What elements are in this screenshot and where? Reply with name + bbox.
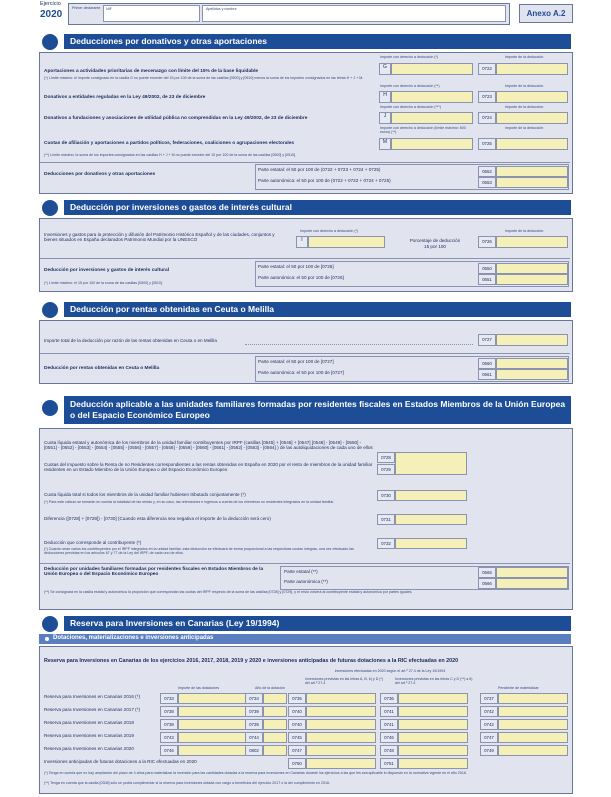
ric-input[interactable] <box>306 758 376 769</box>
ric-input[interactable] <box>306 719 376 730</box>
s3-text: Importe total de la deducción por razón de las rentas obtenidas en Ceuta o en Melilla <box>44 338 217 343</box>
section-title-ue: Deducción aplicable a las unidades familiares formadas por residentes fiscales en Estados Miembros de la Unión Europea o del Espacio Económico Europeo <box>64 396 571 424</box>
s1-output-0722[interactable] <box>496 63 568 75</box>
s3-output-0727[interactable] <box>496 334 568 346</box>
section-title-cultural: Deducción por inversiones o gastos de interés cultural <box>64 200 571 215</box>
ric-code: 0751 <box>380 758 398 769</box>
ric-row-label: Inversiones anticipadas de futuras dotaciones a la RIC efectuadas en 2020 <box>44 759 197 764</box>
ric-input[interactable] <box>263 706 287 717</box>
s1-divider <box>40 162 570 163</box>
ric-code: 0736 <box>380 693 398 704</box>
s4-divider <box>40 563 570 564</box>
ric-input[interactable] <box>263 693 287 704</box>
ric-input[interactable] <box>178 732 248 743</box>
s1-row2-label: Donativos a entidades reguladas en la Ley 49/2002, de 23 de diciembre <box>44 95 206 100</box>
ric-input[interactable] <box>398 758 468 769</box>
declarante-label: Primer declarante <box>72 6 101 10</box>
s2-input-i[interactable] <box>308 236 385 248</box>
s1-autonomica-label: Parte autonómica: el 50 por 100 de (0722 + 0723 + 0724 + 0725) <box>258 178 391 183</box>
s1-col1b-head: Importe con derecho a deducción (**) <box>380 84 440 88</box>
ric-code: 0748 <box>380 745 398 756</box>
s1-code-0724: 0724 <box>478 112 496 124</box>
ric-code: 0745 <box>288 732 306 743</box>
s4-row5: Deducción que corresponde al contribuyente (*) <box>44 540 142 545</box>
s4-row3: Cuota líquida total si todos los miembros de la unidad familiar hubiesen tributado conjuntamente (*) <box>44 492 246 497</box>
s4-row4: Diferencia ([0728] + [0729]) - [0730] (Cuando esta diferencia sea negativa el importe de la deducción será cero) <box>44 516 271 521</box>
s1-code-0553: 0553 <box>478 177 496 188</box>
ric-code: 0742 <box>480 719 498 730</box>
ric-input[interactable] <box>178 693 248 704</box>
section-marker <box>42 34 58 50</box>
ric-input[interactable] <box>498 706 568 717</box>
s2-output-autonomica[interactable] <box>496 274 568 285</box>
ric-code: 0737 <box>480 693 498 704</box>
s2-autonomica-label: Parte autonómica: el 50 por 100 de [0726] <box>258 275 344 280</box>
s1-col2c-head: Importe de la deducción <box>505 105 544 109</box>
ric-code: 0735 <box>288 693 306 704</box>
s1-input-m[interactable] <box>391 138 473 150</box>
s1-output-0723[interactable] <box>496 91 568 103</box>
s4-autonomica-label: Parte autonómica (**) <box>284 579 328 584</box>
s3-output-estatal[interactable] <box>496 358 568 369</box>
ric-code: 0733 <box>160 693 178 704</box>
s1-col2d-head: Importe de la deducción <box>505 126 544 130</box>
ric-input[interactable] <box>306 745 376 756</box>
ric-code: 0740 <box>288 706 306 717</box>
s4-estatal-label: Parte estatal (**) <box>284 569 318 574</box>
s5-group-head: Inversiones efectuadas en 2020 según el art.º 27.4 de la Ley 19/1994 <box>334 669 446 673</box>
ric-input[interactable] <box>178 745 248 756</box>
s5-note1: (*) Tenga en cuenta que no hay ampliación del plazo de 4 años para materializar la inversión para las cantidades dotadas a la reserva para inversiones en Canarias durante los ejercicios a las que les sea aplicable lo dispuesto en la normativa vigente en el año 2016. <box>44 771 467 775</box>
s3-divider <box>40 353 570 354</box>
s5-sub-label: Dotaciones, materializaciones e inversiones anticipadas <box>53 635 214 641</box>
s4-output-autonomica[interactable] <box>496 578 568 589</box>
s3-dotted-line <box>245 344 473 345</box>
s1-output-0725[interactable] <box>496 138 568 150</box>
ric-input[interactable] <box>263 719 287 730</box>
s4-code-0731: 0731 <box>377 514 395 525</box>
s4-code-0729: 0729 <box>377 464 395 475</box>
s1-letter-m: M <box>379 138 391 150</box>
s4-row1: Cuota líquida estatal y autonómica de los miembros de la unidad familiar contribuyentes por IRPF (casillas [0545] + [0546] + [0547] [0548] - [0549] - [0550] - [0551] - [0552] - [0553] - [0554] - [0555] - [0556] - [0557] - [0558] - [0559] - [0560] - [0561] - [0562] - [0563] - [0564] ) de las autoliquidaciones de cada uno de ellos <box>44 440 373 451</box>
ric-code: 0743 <box>160 732 178 743</box>
year: 2020 <box>40 9 63 20</box>
ric-input[interactable] <box>398 745 468 756</box>
s1-row4-note: (**) Límite máximo: la suma de los importes consignados en las casillas H + J + M no puede exceder del 10 por 100 de la suma de las casillas [0500] y [0510]. <box>44 153 297 157</box>
s5-col-dotaciones: Importe de las dotaciones <box>178 686 220 690</box>
ric-code: 0749 <box>480 745 498 756</box>
s2-estatal-label: Parte estatal: el 50 por 100 de [0726] <box>258 264 334 269</box>
s1-col1d-head: Importe con derecho a deducción (límite máximo: 600 euros) (**) <box>380 126 466 135</box>
ric-row-label: Reserva para Inversiones en Canarias 2018 <box>44 720 134 725</box>
ric-input[interactable] <box>306 693 376 704</box>
s3-total-label: Deducción por rentas obtenidas en Ceuta o Melilla <box>44 366 160 371</box>
s1-col2b-head: Importe de la deducción <box>505 84 544 88</box>
s2-output-estatal[interactable] <box>496 263 568 274</box>
s4-output-0730[interactable] <box>395 490 467 501</box>
ric-input[interactable] <box>263 745 287 756</box>
s5-heading: Reserva para Inversiones en Canarias de los ejercicios 2016, 2017, 2018, 2019 y 2020 e inversiones anticipadas de futuras dotaciones a la RIC efectuadas en 2020 <box>44 658 459 664</box>
s1-col2-head: Importe de la deducción <box>505 55 544 59</box>
s1-col1c-head: Importe con derecho a deducción (***) <box>380 105 441 109</box>
ric-input[interactable] <box>263 732 287 743</box>
s5-col-cd: Inversiones previstas en las letras C y D (**) a 6) del art.º 27.4 <box>395 677 473 686</box>
s5-sub-bullet <box>45 637 49 641</box>
s2-code-0550: 0550 <box>478 263 496 274</box>
s4-code-0566: 0566 <box>478 578 496 589</box>
s3-code-0727: 0727 <box>478 334 496 346</box>
s1-row1-label: Aportaciones a actividades prioritarias de mecenazgo con límite del 15% de la base liquidable <box>44 69 259 74</box>
s1-output-autonomica[interactable] <box>496 177 568 188</box>
ric-input[interactable] <box>498 732 568 743</box>
ric-row-label: Reserva para Inversiones en Canarias 2017 (*) <box>44 707 141 712</box>
ric-input[interactable] <box>178 706 248 717</box>
s4-row2: Cuotas del impuesto sobre la Renta de no Residentes correspondientes a las rentas obtenidas en España en 2020 por el resto de miembros de la unidad familiar residentes en un Estado Miembro de la Unión Europea o del Espacio Económico Europeo <box>44 462 373 473</box>
s4-output-0732[interactable] <box>395 538 467 549</box>
s1-input-h[interactable] <box>391 91 473 103</box>
ric-code: 0750 <box>288 758 306 769</box>
s4-row3-note: (*) Para este cálculo se tomarán en cuenta la totalidad de las rentas y, en su caso, las retenciones e ingresos a cuenta de los miembros no residentes integrados en la unidad familiar. <box>44 500 335 504</box>
s1-row1-note: (*) Límite máximo: el importe consignado en la casilla G no puede exceder del 15 por 100 de la suma de las casillas [0500] y [0510] menos la suma de los importes consignados en las letras H + J + M. <box>44 76 364 80</box>
nif-field[interactable] <box>103 5 200 22</box>
s2-divider <box>40 258 570 259</box>
anexo-badge: Anexo A.2 <box>519 4 573 23</box>
ric-input[interactable] <box>498 719 568 730</box>
ric-code: 0747 <box>288 745 306 756</box>
s4-code-0730: 0730 <box>377 490 395 501</box>
s5-col-ab: Inversiones previstas en las letras A, B, b) y D (*) del art.º 27.4 <box>305 677 384 686</box>
section-marker <box>42 200 58 216</box>
s1-row3-label: Donativos a fundaciones y asociaciones de utilidad pública no comprendidas en la Ley 49/2002, de 23 de diciembre <box>44 116 308 121</box>
s5-col-pendiente: Pendiente de materializar <box>498 686 539 690</box>
s2-code-0551: 0551 <box>478 274 496 285</box>
s1-code-0722: 0722 <box>478 63 496 75</box>
ric-code: 0738 <box>160 706 178 717</box>
s2-note: (*) Límite máximo: el 15 por 100 de la suma de las casillas [0500] y [0510]. <box>44 281 163 285</box>
ric-input[interactable] <box>398 693 468 704</box>
s4-total-label: Deducción por unidades familiares formadas por residentes fiscales en Estados Miembros de la Unión Europea o del Espacio Económico Europeo <box>44 567 264 577</box>
ric-code: 0741 <box>380 719 398 730</box>
apellidos-field[interactable] <box>202 5 506 22</box>
s4-output-0728[interactable] <box>395 452 467 475</box>
s1-input-j[interactable] <box>391 112 473 124</box>
s1-letter-g: G <box>379 63 391 75</box>
s3-estatal-label: Parte estatal: el 50 por 100 de [0727] <box>258 359 334 364</box>
s1-output-0724[interactable] <box>496 112 568 124</box>
ric-code: 0802 <box>245 745 263 756</box>
ric-code: 0746 <box>380 732 398 743</box>
s2-letter-i: I <box>296 236 308 248</box>
ric-input[interactable] <box>398 719 468 730</box>
s1-input-g[interactable] <box>391 63 473 75</box>
s4-total-note: (**) Se consignará en la casilla estatal y autonómica la proporción que correspondan las cuotas del IRPF respecto de la suma de las casillas [0728] y [0729], y el resto volverá al contribuyente estatal y autonómica por partes iguales. <box>44 590 413 594</box>
s2-col1-head: Importe con derecho a deducción (*) <box>300 229 359 233</box>
s4-output-estatal[interactable] <box>496 567 568 578</box>
ric-row-label: Reserva para Inversiones en Canarias 2020 <box>44 746 134 751</box>
s2-output-0726[interactable] <box>496 236 568 248</box>
s3-code-0560: 0560 <box>478 358 496 369</box>
ric-input[interactable] <box>498 693 568 704</box>
s4-row5-note: (*) Cuando sean varios los contribuyentes por el IRPF integrados en la unidad familiar, esta deducción se efectuará de forma proporcional a las respectivas cuotas íntegras, una vez efectuado las deducciones previstas en los artículos 67 y 77 de la Ley del IRPF, de cada uno de ellos. <box>44 547 354 556</box>
s5-col-ano: Año de la dotación <box>255 686 285 690</box>
s1-output-estatal[interactable] <box>496 166 568 177</box>
ric-input[interactable] <box>306 732 376 743</box>
ric-row-label: Reserva para Inversiones en Canarias 2016 (*) <box>44 694 141 699</box>
ric-code: 0739 <box>245 706 263 717</box>
s4-output-0731[interactable] <box>395 514 467 525</box>
ric-code: 0739 <box>245 719 263 730</box>
ric-input[interactable] <box>178 719 248 730</box>
s3-output-autonomica[interactable] <box>496 369 568 380</box>
s5-note2: (**) Tenga en cuenta que la casilla [0308] sólo se podrá cumplimentar si la reserva para inversiones dotada con cargo a beneficios del ejercicio 2017 o la del cumplimiento en 2016. <box>44 781 331 785</box>
ric-code: 0734 <box>245 693 263 704</box>
ric-code: 0742 <box>480 706 498 717</box>
ric-code: 0744 <box>245 732 263 743</box>
s2-pct-value: 15 por 100 <box>424 244 446 249</box>
apellidos-label: Apellidos y nombre <box>206 7 237 11</box>
s1-row4-label: Cuotas de afiliación y aportaciones a partidos políticos, federaciones, coaliciones o agrupaciones electorales <box>44 141 295 146</box>
ric-input[interactable] <box>398 732 468 743</box>
ric-input[interactable] <box>398 706 468 717</box>
ric-input[interactable] <box>306 706 376 717</box>
ric-code: 0741 <box>380 706 398 717</box>
s4-code-0565: 0565 <box>478 567 496 578</box>
s2-col2-head: Importe de la deducción <box>505 229 544 233</box>
s1-estatal-label: Parte estatal: el 50 por 100 de (0722 + 0723 + 0724 + 0725) <box>258 167 381 172</box>
header-bar <box>0 0 611 28</box>
s4-code-0732: 0732 <box>377 538 395 549</box>
s1-letter-j: J <box>379 112 391 124</box>
s1-total-label: Deducciones por donativos y otras aportaciones <box>44 172 156 177</box>
s5-subheader <box>39 634 571 644</box>
s3-autonomica-label: Parte autonómica: el 50 por 100 de [0727] <box>258 370 344 375</box>
s2-pct-label: Porcentaje de deducción <box>409 238 461 243</box>
ric-code: 0740 <box>288 719 306 730</box>
section-title-donativos: Deducciones por donativos y otras aportaciones <box>64 34 571 49</box>
s1-col1-head: Importe con derecho a deducción (*) <box>380 55 439 59</box>
section-title-ceuta: Deducción por rentas obtenidas en Ceuta o Melilla <box>64 302 571 317</box>
s1-code-0723: 0723 <box>478 91 496 103</box>
ric-code: 0747 <box>480 732 498 743</box>
ric-row-label: Reserva para Inversiones en Canarias 2019 <box>44 733 134 738</box>
s4-code-0728: 0728 <box>377 452 395 463</box>
s1-code-0552: 0552 <box>478 166 496 177</box>
ric-input[interactable] <box>498 745 568 756</box>
ejercicio-label: Ejercicio <box>40 1 61 7</box>
s1-code-0725: 0725 <box>478 138 496 150</box>
s2-total-label: Deducción por inversiones y gastos de interés cultural <box>44 268 170 273</box>
ric-code: 0738 <box>160 719 178 730</box>
section-marker <box>42 302 58 318</box>
s2-code-0726: 0726 <box>478 236 496 248</box>
s3-code-0561: 0561 <box>478 369 496 380</box>
section-marker <box>42 616 58 632</box>
ric-code: 0746 <box>160 745 178 756</box>
section-title-ric: Reserva para Inversiones en Canarias (Ley 19/1994) <box>64 616 571 631</box>
section-marker <box>42 400 58 416</box>
s2-text: Inversiones y gastos para la protección y difusión del Patrimonio Histórico Español y de las ciudades, conjuntos y bienes situados en España declarados Patrimonio Mundial por la UNESCO <box>44 232 275 243</box>
nif-label: NIF <box>106 7 112 11</box>
s1-letter-h: H <box>379 91 391 103</box>
